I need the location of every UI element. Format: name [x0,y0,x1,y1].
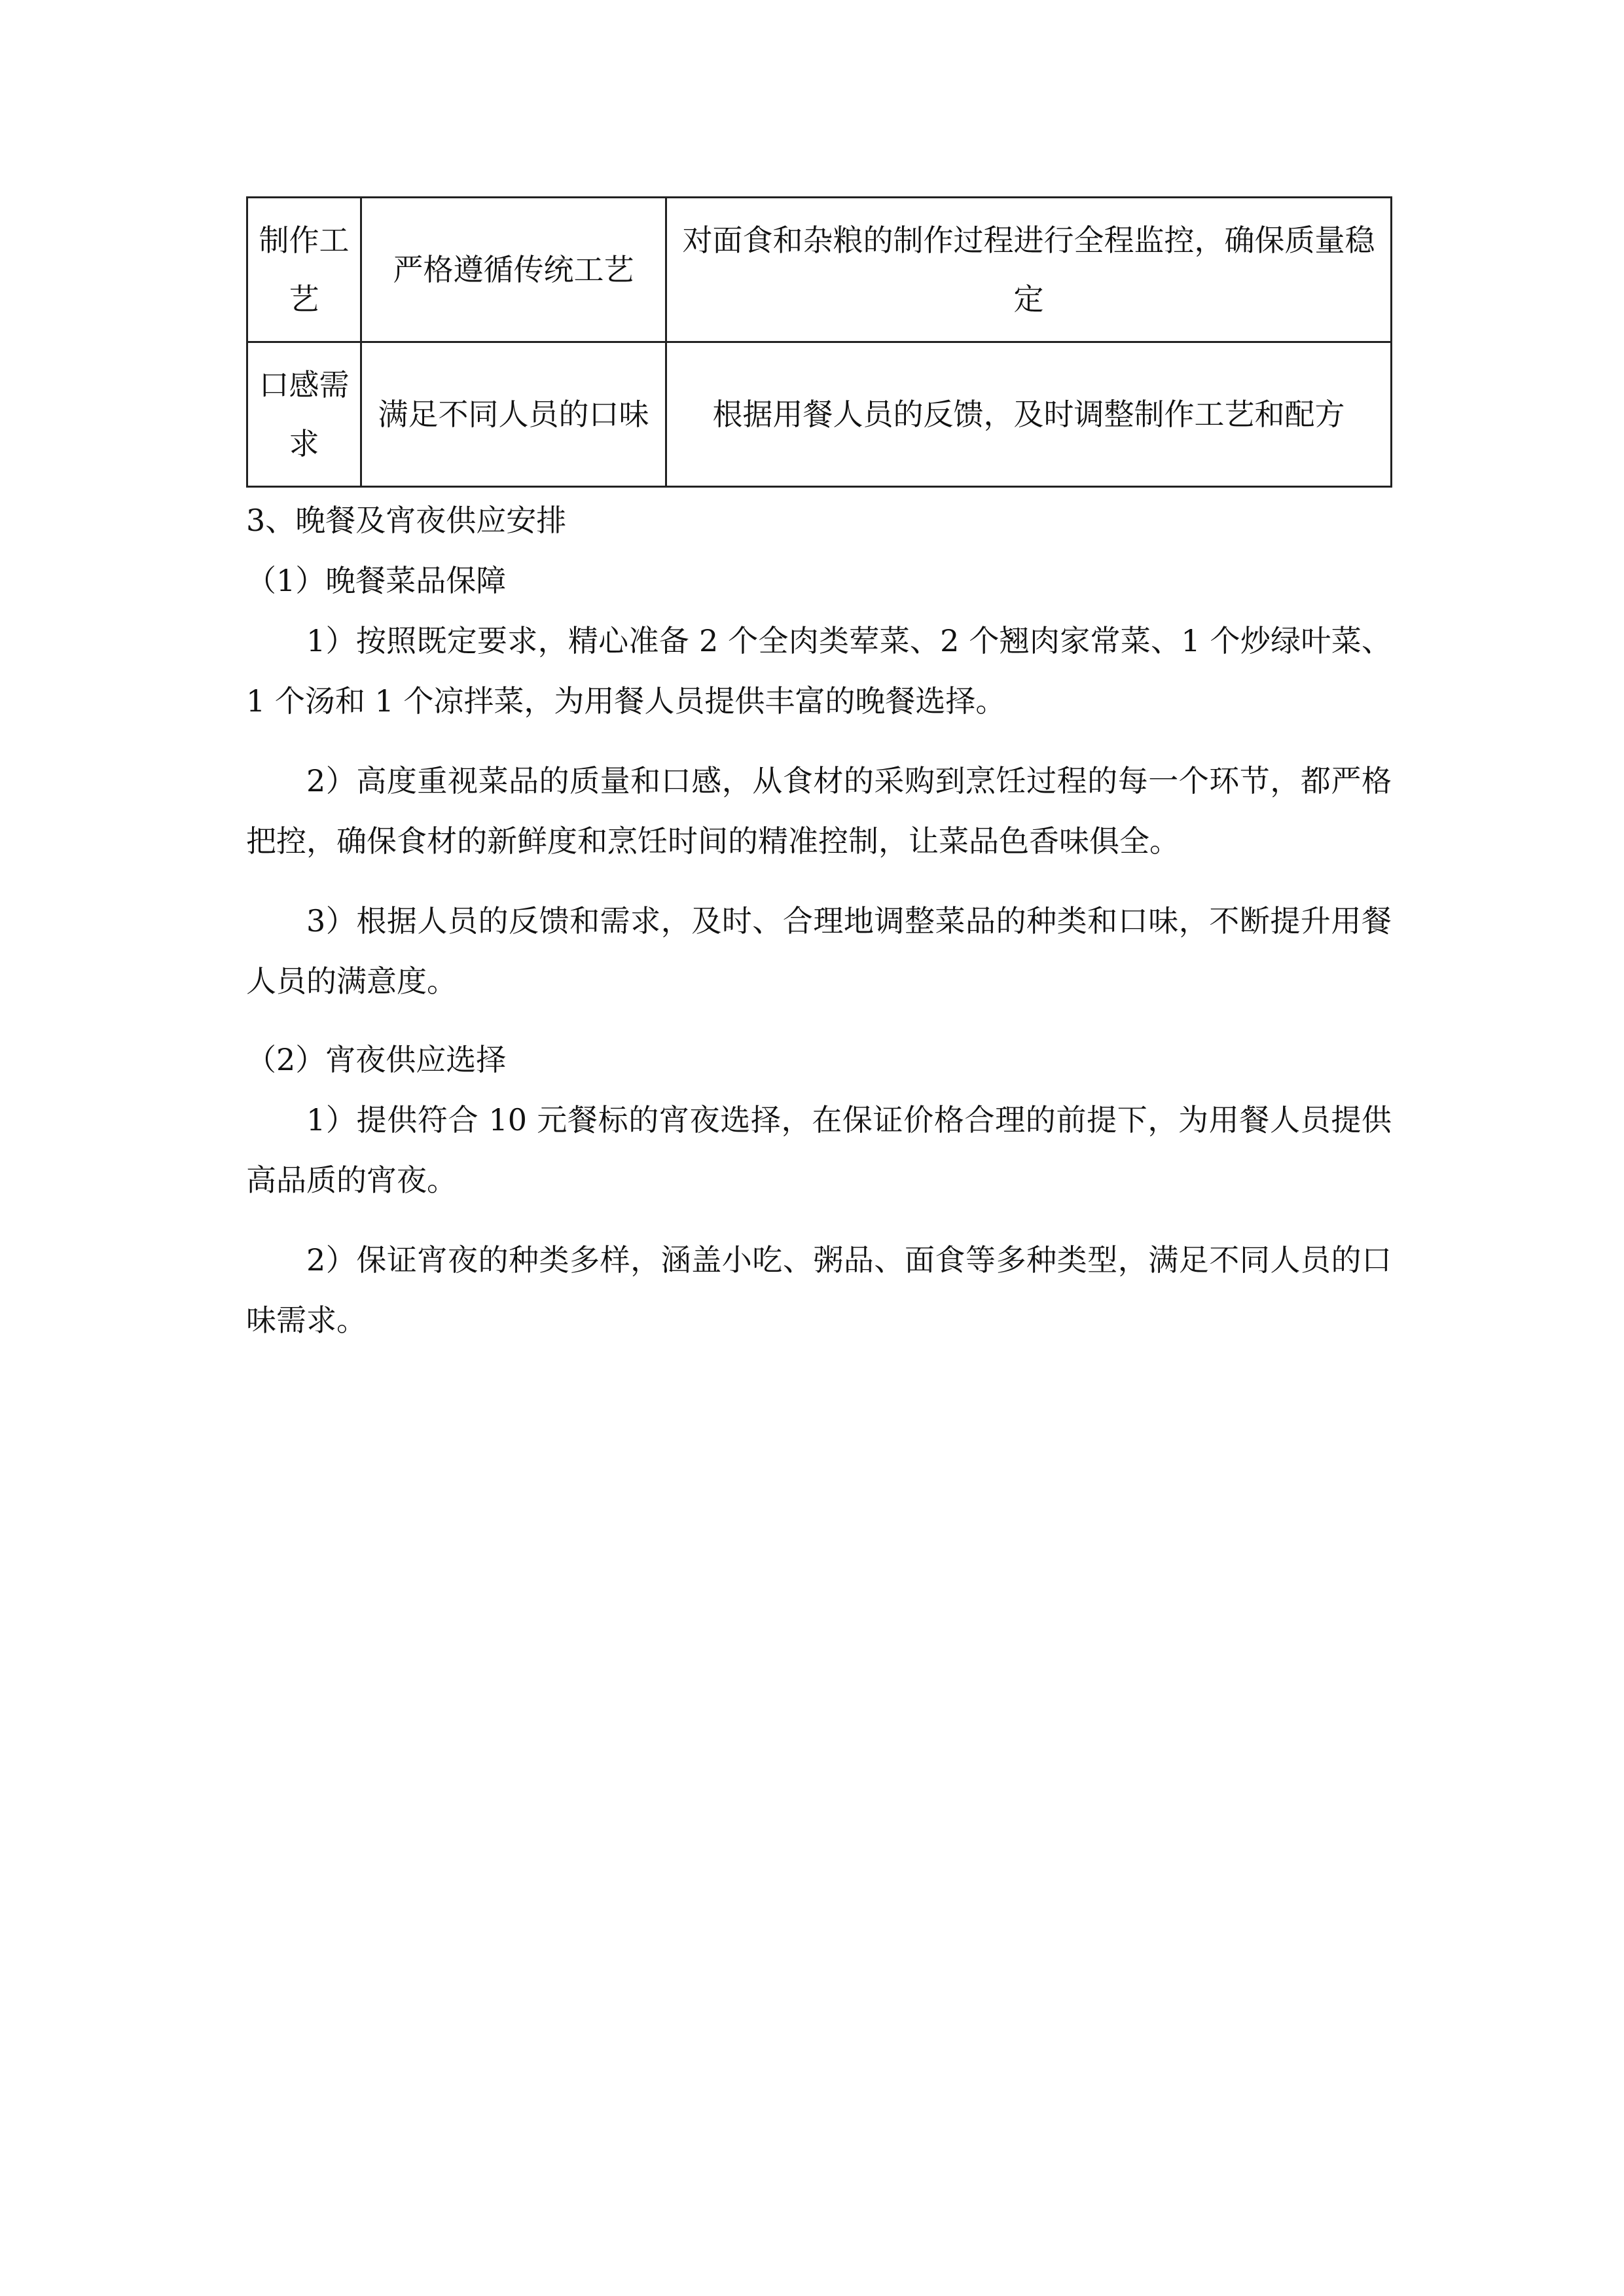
table-cell-measure: 根据用餐人员的反馈，及时调整制作工艺和配方 [666,342,1392,487]
table-row [247,198,1392,342]
table-cell-item: 制作工艺 [247,198,361,342]
table-cell-measure: 对面食和杂粮的制作过程进行全程监控，确保质量稳定 [666,198,1392,342]
paragraph: 3）根据人员的反馈和需求，及时、合理地调整菜品的种类和口味，不断提升用餐人员的满意度。 [246,903,1392,999]
paragraph: 1）提供符合 10 元餐标的宵夜选择，在保证价格合理的前提下，为用餐人员提供高品质的宵夜。 [246,1102,1392,1198]
section-heading: 3、晚餐及宵夜供应安排 [246,503,567,538]
subsection-heading-late-night: （2）宵夜供应选择 [246,1042,507,1077]
requirements-table [246,196,1392,488]
table-cell-requirement: 严格遵循传统工艺 [361,198,666,342]
table-cell-requirement: 满足不同人员的口味 [361,342,666,487]
paragraph: 1）按照既定要求，精心准备 2 个全肉类荤菜、2 个翘肉家常菜、1 个炒绿叶菜、1 个汤和 1 个凉拌菜，为用餐人员提供丰富的晚餐选择。 [246,623,1392,719]
paragraph: 2）高度重视菜品的质量和口感，从食材的采购到烹饪过程的每一个环节，都严格把控，确保食材的新鲜度和烹饪时间的精准控制，让菜品色香味俱全。 [246,763,1392,859]
subsection-heading-dinner: （1）晚餐菜品保障 [246,563,507,598]
table-row [247,342,1392,487]
paragraph: 2）保证宵夜的种类多样，涵盖小吃、粥品、面食等多种类型，满足不同人员的口味需求。 [246,1242,1392,1338]
table-cell-item: 口感需求 [247,342,361,487]
document-page [246,196,1392,1370]
